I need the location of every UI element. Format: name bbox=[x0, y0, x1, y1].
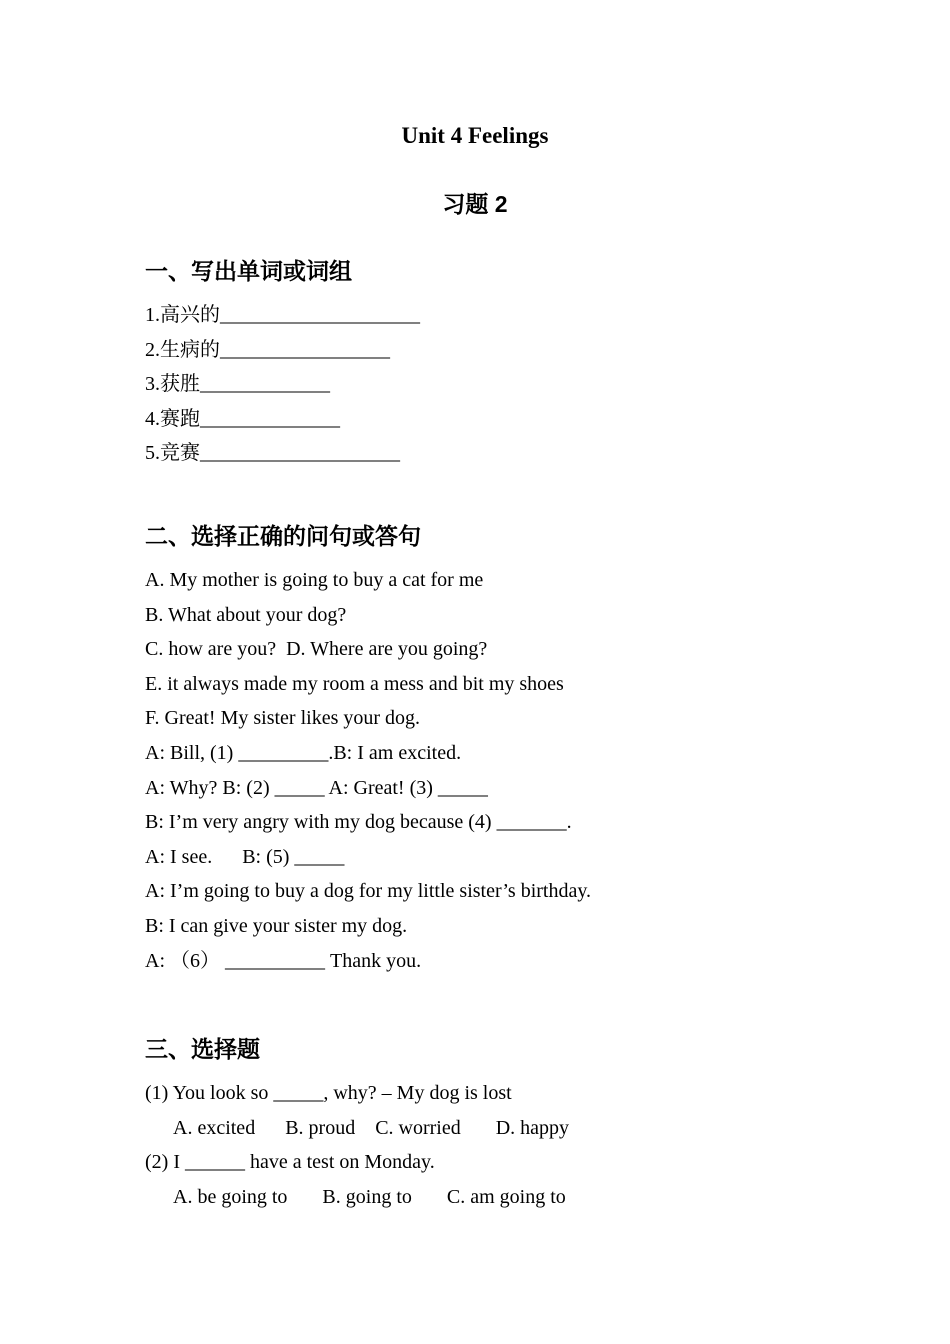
vocab-item: 2.生病的_________________ bbox=[145, 338, 390, 361]
dialog-line: A: I’m going to buy a dog for my little sister’s birthday. bbox=[145, 880, 592, 903]
question-prompt: (2) I ______ have a test on Monday. bbox=[145, 1151, 435, 1174]
page-subtitle: 习题 2 bbox=[442, 191, 508, 217]
section-1-heading: 一、写出单词或词组 bbox=[145, 258, 352, 284]
vocab-item: 1.高兴的____________________ bbox=[145, 304, 420, 326]
question-choices: A. excited B. proud C. worried D. happy bbox=[173, 1116, 570, 1139]
dialog-line: B: I’m very angry with my dog because (4) _______. bbox=[145, 811, 572, 834]
question-prompt: (1) You look so _____, why? – My dog is lost bbox=[145, 1082, 512, 1105]
dialog-line: B: I can give your sister my dog. bbox=[145, 914, 408, 937]
section-3-heading: 三、选择题 bbox=[145, 1036, 260, 1063]
page-title: Unit 4 Feelings bbox=[401, 123, 549, 148]
question-choices: A. be going to B. going to C. am going to bbox=[173, 1185, 566, 1208]
option-line: F. Great! My sister likes your dog. bbox=[145, 707, 421, 730]
multiple-choice-exercise bbox=[145, 1076, 805, 1214]
dialog-line: A: Why? B: (2) _____ A: Great! (3) _____ bbox=[145, 776, 488, 799]
vocab-list bbox=[145, 298, 805, 471]
option-line: A. My mother is going to buy a cat for me bbox=[145, 568, 484, 591]
option-line: E. it always made my room a mess and bit my shoes bbox=[145, 672, 564, 695]
option-line: B. What about your dog? bbox=[145, 603, 347, 626]
vocab-item: 4.赛跑______________ bbox=[145, 407, 340, 430]
option-line: C. how are you? D. Where are you going? bbox=[145, 638, 488, 661]
dialog-line: A: Bill, (1) _________.B: I am excited. bbox=[145, 741, 462, 764]
vocab-item: 5.竞赛____________________ bbox=[145, 442, 400, 465]
dialog-line: A: I see. B: (5) _____ bbox=[145, 845, 345, 868]
section-2-heading: 二、选择正确的问句或答句 bbox=[145, 522, 421, 549]
dialog-exercise bbox=[145, 563, 805, 978]
vocab-item: 3.获胜_____________ bbox=[145, 373, 330, 396]
dialog-line: A: （6） __________ Thank you. bbox=[145, 949, 422, 972]
